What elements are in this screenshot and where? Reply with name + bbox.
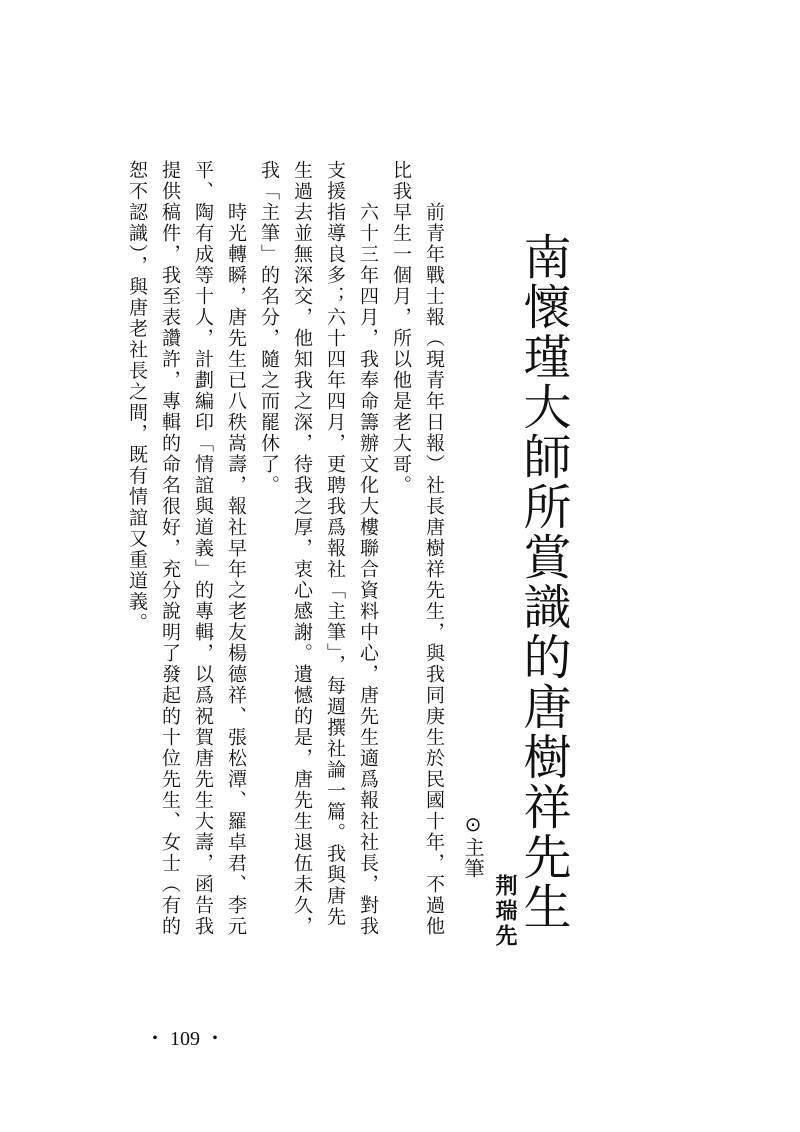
article-body — [113, 160, 443, 1000]
text-column: 生過去並無深交，他知我之深，待我之厚，衷心感謝。遺憾的是，唐先生退伍未久， — [291, 160, 313, 937]
text-column: 前青年戰士報（現青年日報）社長唐樹祥先生，與我同庚生於民國十年，不過他 — [423, 160, 445, 937]
byline-role: ⊙主筆 — [461, 812, 485, 879]
text-column: 我「主筆」的名分，隨之而罷休了。 — [258, 160, 280, 496]
article-title: 南懷瑾大師所賞識的唐樹祥先生 — [515, 232, 571, 932]
byline-author: 荆瑞先 — [492, 874, 517, 949]
text-column: 支援指導良多；六十四年四月，更聘我爲報社「主筆」，每週撰社論一篇。我與唐先 — [324, 160, 346, 928]
text-column: 平、陶有成等十人，計劃編印「情誼與道義」的專輯，以爲祝賀唐先生大壽，函告我 — [192, 160, 214, 937]
page-number: ・ 109 ・ — [145, 1028, 225, 1050]
text-column: 提供稿件，我至表讚許，專輯的命名很好，充分說明了發起的十位先生、女士（有的 — [159, 160, 181, 937]
text-column: 六十三年四月，我奉命籌辦文化大樓聯合資料中心，唐先生適爲報社社長，對我 — [357, 160, 379, 937]
text-column: 恕不認識），與唐老社長之間，既有情誼又重道義。 — [126, 160, 148, 634]
byline — [435, 812, 515, 992]
text-column: 時光轉瞬，唐先生已八秩嵩壽，報社早年之老友楊德祥、張松潭、羅卓君、李元 — [225, 160, 247, 937]
text-column: 比我早生一個月，所以他是老大哥。 — [390, 160, 412, 496]
